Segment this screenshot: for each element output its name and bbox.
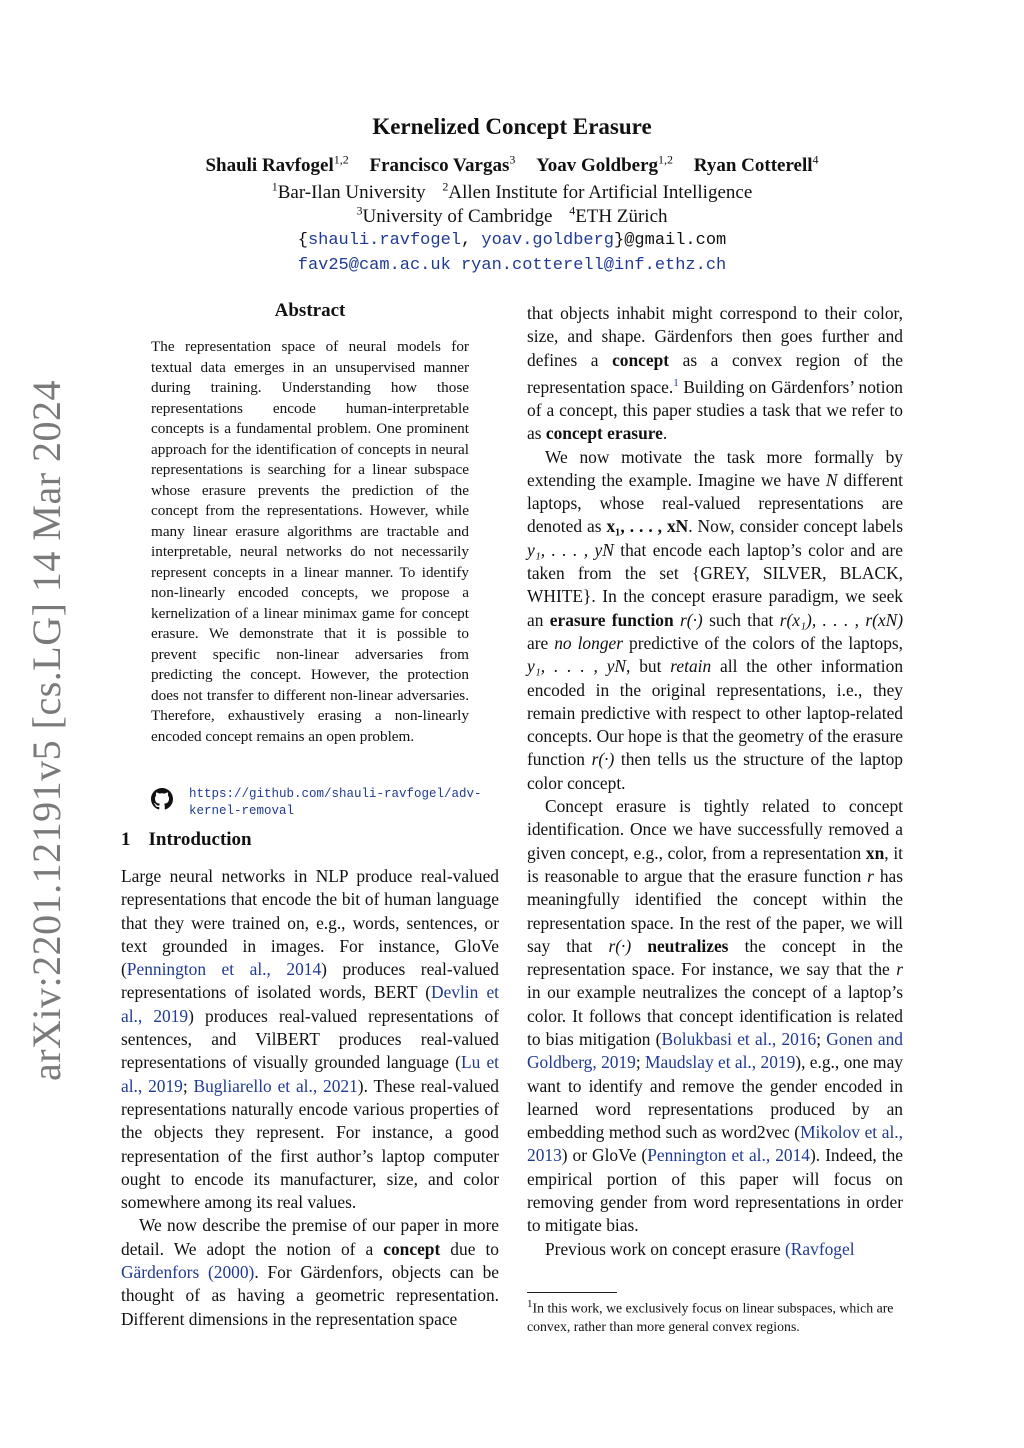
affiliation: $^3$University of Cambridge [356, 204, 553, 228]
author: Francisco Vargas$^3$ [369, 153, 516, 177]
arxiv-stamp: arXiv:2201.12191v5 [cs.LG] 14 Mar 2024 [24, 379, 70, 1081]
email-link[interactable]: ryan.cotterell@inf.ethz.ch [460, 256, 727, 275]
affiliation: $^4$ETH Zürich [569, 204, 668, 228]
citation-link[interactable]: Pennington et al., 2014 [126, 959, 322, 980]
citation-link[interactable]: Lu et al., 2019 [121, 1052, 499, 1096]
affiliations-line-2 [0, 204, 1024, 228]
paragraph: We now describe the premise of our paper in more detail. We adopt the notion of a concept due to Gärdenfors (2000). For Gärdenfors, objects can be thought of as having a geometric representation. Different dimensions in the representation space [121, 1215, 499, 1329]
paper-title: Kernelized Concept Erasure [372, 114, 652, 139]
paragraph: Large neural networks in NLP produce real-valued representations that encode the bit of human language that they were trained on, e.g., words, sentences, or text grounded in images. For instance, GloVe (Pennington et al., 2014) produces real-valued representations of isolated words, BERT (Devlin et al., 2019) produces real-valued representations of sentences, and VilBERT produces real-valued representations of visually grounded language (Lu et al., 2019; Bugliarello et al., 2021). These real-valued representations naturally encode various properties of the objects they represent. For instance, a good representation of the first author’s laptop computer ought to encode its manufacturer, size, and color somewhere among its real values. [121, 866, 500, 1213]
affiliation: $^2$Allen Institute for Artificial Intelligence [442, 180, 753, 204]
email-line-2 [0, 256, 1024, 275]
paragraph: We now motivate the task more formally by extending the example. Imagine we have N different laptops, whose real-valued representations are denoted as x₁, . . . , xN. Now, consider concept labels y₁, . . . , yN that encode each laptop’s color and are taken from the set {GREY, SILVER, BLACK, WHITE}. In the concept erasure paradigm, we seek an erasure function r(·) such that r(x₁), . . . , r(xN) are no longer predictive of the colors of the laptops, y₁, . . . , yN, but retain all the other information encoded in the original representations, i.e., they remain predictive with respect to other laptop-related concepts. Our hope is that the geometry of the erasure function r(·) then tells us the structure of the laptop color concept. [527, 446, 904, 793]
affiliation: $^1$Bar-Ilan University [271, 180, 426, 204]
citation-link[interactable]: Devlin et al., 2019 [121, 982, 500, 1026]
email-line-1: {shauli.ravfogel, yoav.goldberg}@gmail.com [297, 231, 727, 250]
section-heading: 1 Introduction [121, 829, 252, 850]
author: Ryan Cotterell$^4$ [693, 153, 819, 177]
right-column-body [527, 302, 903, 1261]
citation-link[interactable]: (Ravfogel [785, 1238, 855, 1259]
github-link-row[interactable] [151, 786, 491, 822]
affiliations-line-1 [0, 180, 1024, 204]
citation-link[interactable]: Bolukbasi et al., 2016 [661, 1029, 817, 1049]
left-column-body [121, 865, 499, 1331]
paragraph: Concept erasure is tightly related to concept identification. Once we have successfully removed a given concept, e.g., color, from a representation xn, it is reasonable to argue that the erasure function r has meaningfully identified the concept within the representation space. In the rest of the paper, we will say that r(·) neutralizes the concept in the representation space. For instance, we say that the r in our example neutralizes the concept of a laptop’s color. It follows that concept identification is related to bias mitigation (Bolukbasi et al., 2016; Gonen and Goldberg, 2019; Maudslay et al., 2019), e.g., one may want to identify and remove the gender encoded in learned word representations produced by an embedding method such as word2vec (Mikolov et al., 2013) or GloVe (Pennington et al., 2014). Indeed, the empirical portion of this paper will focus on removing gender from word representations in order to mitigate bias. [527, 796, 904, 1236]
footnote-marker[interactable]: 1 [673, 376, 679, 389]
email-link[interactable]: shauli.ravfogel [307, 231, 461, 250]
paragraph: Previous work on concept erasure (Ravfogel [545, 1238, 855, 1259]
footnote: $^1$In this work, we exclusively focus on linear subspaces, which are convex, rather than more general convex regions. [527, 1298, 894, 1334]
email-link[interactable]: fav25@cam.ac.uk [297, 256, 451, 275]
citation-link[interactable]: Gärdenfors (2000) [121, 1262, 255, 1283]
citation-link[interactable]: Maudslay et al., 2019 [645, 1052, 796, 1073]
abstract-heading: Abstract [274, 300, 346, 321]
abstract-text: The representation space of neural models for textual data emerges in an unsupervised manner during training. Understanding how those representations encode human-interpretable concepts is a fundamental problem. One prominent approach for the identification of concepts in neural representations is searching for a linear subspace whose erasure prevents the prediction of the concept from the representations. However, while many linear erasure algorithms are tractable and interpretable, neural networks do not necessarily represent concepts in a linear manner. To identify non-linearly encoded concepts, we propose a kernelization of a linear minimax game for concept erasure. We demonstrate that it is possible to prevent specific non-linear adversaries from predicting the concept. However, the protection does not transfer to different non-linear adversaries. Therefore, exhaustively erasing a non-linearly encoded concept remains an open problem. [151, 338, 469, 745]
footnote-divider [527, 1292, 617, 1293]
author: Shauli Ravfogel$^{1,2}$ [205, 153, 349, 177]
citation-link[interactable]: Gonen and Goldberg, 2019 [527, 1029, 903, 1073]
github-icon [151, 788, 173, 810]
author: Yoav Goldberg$^{1,2}$ [536, 153, 674, 177]
citation-link[interactable]: Bugliarello et al., 2021 [193, 1075, 358, 1096]
email-link[interactable]: yoav.goldberg [481, 231, 615, 250]
citation-link[interactable]: Mikolov et al., 2013 [527, 1122, 903, 1166]
author-list [0, 153, 1024, 177]
paragraph: that objects inhabit might correspond to their color, size, and shape. Gärdenfors then goes further and defines a concept as a convex region of the representation space.$^1$ Building on Gärdenfors’ notion of a concept, this paper studies a task that we refer to as concept erasure. [527, 303, 903, 444]
citation-link[interactable]: Pennington et al., 2014 [647, 1145, 810, 1166]
github-url[interactable]: https://github.com/shauli-ravfogel/adv-kernel-removal [189, 787, 482, 818]
